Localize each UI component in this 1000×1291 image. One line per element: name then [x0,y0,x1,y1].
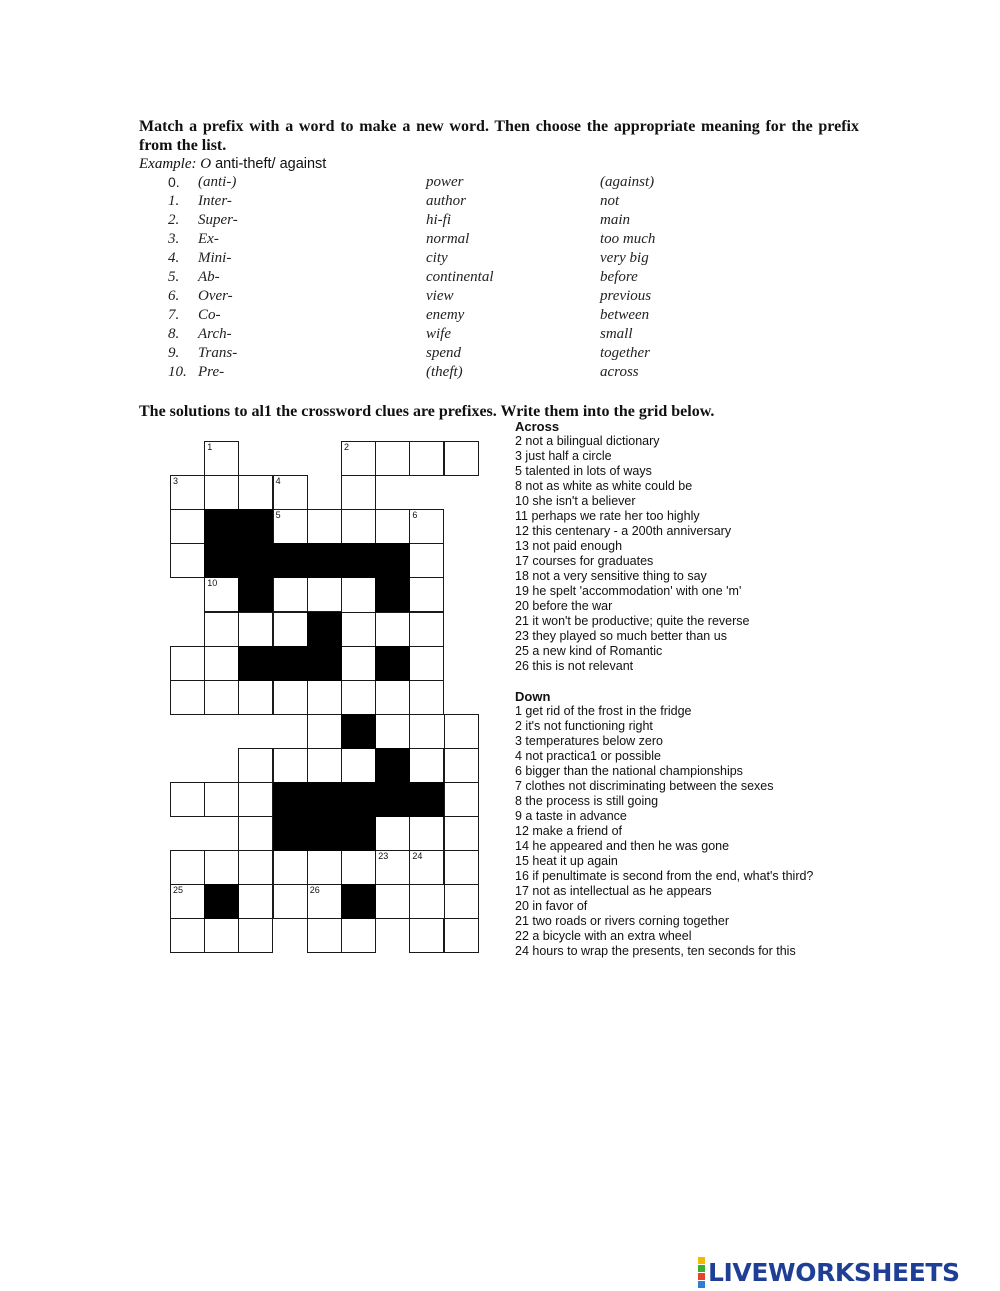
row-prefix: Trans- [198,345,238,361]
grid-cell[interactable] [307,714,342,749]
across-clue: 21 it won't be productive; quite the reverse [515,614,750,628]
clue-number: 3 [173,476,179,487]
grid-cell[interactable] [444,918,479,953]
grid-cell[interactable] [341,612,376,647]
grid-cell[interactable] [170,543,205,578]
grid-cell[interactable] [444,816,479,851]
black-cell [375,646,410,681]
black-cell [238,646,273,681]
grid-cell[interactable] [375,680,410,715]
matching-row [0,231,1000,250]
across-clue: 12 this centenary - a 200th anniversary [515,524,732,538]
grid-cell[interactable] [375,714,410,749]
row-number: 1. [168,193,180,209]
row-prefix: Ex- [198,231,219,247]
black-cell [273,816,308,851]
black-cell [341,884,376,919]
grid-cell[interactable] [238,884,273,919]
clue-number: 1 [207,442,213,452]
grid-cell[interactable] [341,748,376,783]
matching-row [0,193,1000,212]
row-number: 10. [168,364,187,380]
grid-cell[interactable] [444,441,479,476]
black-cell [307,646,342,681]
grid-cell[interactable] [409,441,444,476]
clue-number: 10 [207,578,218,589]
black-cell [307,782,342,817]
grid-cell[interactable] [307,918,342,953]
grid-cell[interactable] [238,475,273,510]
row-meaning: between [600,307,650,323]
row-meaning: main [600,212,630,228]
grid-cell[interactable] [273,850,308,885]
clue-number: 4 [275,476,281,487]
clue-number: 26 [309,885,320,896]
black-cell [204,509,239,544]
down-clue: 20 in favor of [515,899,588,913]
down-clue: 7 clothes not discriminating between the sexes [515,779,774,793]
row-meaning: (against) [600,174,655,190]
down-clue: 21 two roads or rivers corning together [515,914,729,928]
grid-cell[interactable] [204,441,239,476]
grid-cell[interactable] [170,509,205,544]
across-clue: 2 not a bilingual dictionary [515,434,660,448]
down-clue: 14 he appeared and then he was gone [515,839,730,853]
down-heading: Down [515,689,551,704]
grid-cell[interactable] [238,816,273,851]
row-prefix: Arch- [198,326,232,342]
clues-panel [515,419,845,959]
row-prefix: Over- [198,288,233,304]
matching-row [0,307,1000,326]
black-cell [341,816,376,851]
matching-row [0,269,1000,288]
grid-cell[interactable] [204,918,239,953]
example-label: Example: O [139,156,212,172]
grid-cell[interactable] [341,646,376,681]
row-meaning: too much [600,231,656,247]
grid-cell[interactable] [307,748,342,783]
down-clue: 17 not as intellectual as he appears [515,884,712,898]
matching-row [0,326,1000,345]
grid-cell[interactable] [238,782,273,817]
across-clue: 26 this is not relevant [515,659,634,673]
grid-cell[interactable] [341,850,376,885]
grid-cell[interactable] [409,577,444,612]
down-clue: 3 temperatures below zero [515,734,663,748]
clue-number: 6 [412,510,418,521]
grid-cell[interactable] [341,509,376,544]
grid-cell[interactable] [409,646,444,681]
down-clue: 16 if penultimate is second from the end, what's third? [515,869,814,883]
grid-cell[interactable] [375,612,410,647]
row-prefix: (anti-) [198,174,237,190]
row-word: power [426,174,464,190]
row-prefix: Inter- [198,193,232,209]
row-word: hi-fi [426,212,451,228]
black-cell [307,543,342,578]
example-line [139,156,326,173]
grid-cell[interactable] [170,918,205,953]
grid-cell[interactable] [238,612,273,647]
down-clue: 2 it's not functioning right [515,719,653,733]
row-word: continental [426,269,494,285]
black-cell [238,543,273,578]
across-clue: 18 not a very sensitive thing to say [515,569,707,583]
grid-cell[interactable] [444,748,479,783]
black-cell [204,543,239,578]
row-meaning: not [600,193,620,209]
black-cell [307,816,342,851]
grid-cell[interactable] [444,850,479,885]
row-prefix: Super- [198,212,238,228]
grid-cell[interactable] [341,475,376,510]
row-prefix: Mini- [198,250,232,266]
row-number: 5. [168,269,180,285]
row-number: 9. [168,345,180,361]
match-instructions: Match a prefix with a word to make a new word. Then choose the appropriate meaning for the prefix from the list. [139,118,859,154]
grid-cell[interactable] [238,850,273,885]
across-clue: 13 not paid enough [515,539,623,553]
black-cell [273,543,308,578]
across-heading: Across [515,419,560,434]
black-cell [375,543,410,578]
grid-cell[interactable] [170,782,205,817]
black-cell [204,884,239,919]
clue-number: 2 [344,442,350,452]
grid-cell[interactable] [409,850,444,885]
grid-cell[interactable] [204,577,239,612]
grid-cell[interactable] [204,850,239,885]
grid-cell[interactable] [273,475,308,510]
across-clue: 8 not as white as white could be [515,479,693,493]
logo-text: LIVEWORKSHEETS [708,1257,960,1287]
row-word: spend [426,345,461,361]
row-number: 6. [168,288,180,304]
grid-cell[interactable] [375,884,410,919]
down-clue: 1 get rid of the frost in the fridge [515,704,692,718]
black-cell [341,782,376,817]
black-cell [375,782,410,817]
grid-cell[interactable] [238,748,273,783]
across-clue: 20 before the war [515,599,613,613]
grid-cell[interactable] [341,441,376,476]
grid-cell[interactable] [273,680,308,715]
down-clue: 24 hours to wrap the presents, ten seconds for this [515,944,796,958]
row-number: 3. [168,231,180,247]
grid-cell[interactable] [341,918,376,953]
row-number: 4. [168,250,180,266]
grid-cell[interactable] [238,680,273,715]
row-number: 8. [168,326,180,342]
black-cell [238,577,273,612]
grid-cell[interactable] [409,612,444,647]
black-cell [341,543,376,578]
grid-cell[interactable] [307,884,342,919]
matching-row [0,174,1000,193]
across-clue: 10 she isn't a believer [515,494,636,508]
matching-row [0,212,1000,231]
down-clue: 9 a taste in advance [515,809,627,823]
black-cell [238,509,273,544]
grid-cell[interactable] [307,509,342,544]
clue-number: 23 [378,851,389,862]
down-clue: 6 bigger than the national championships [515,764,743,778]
matching-row [0,288,1000,307]
row-word: wife [426,326,451,342]
down-clue: 12 make a friend of [515,824,623,838]
grid-cell[interactable] [409,748,444,783]
row-prefix: Pre- [198,364,225,380]
grid-cell[interactable] [307,850,342,885]
grid-cell[interactable] [170,884,205,919]
black-cell [307,612,342,647]
across-clue: 3 just half a circle [515,449,612,463]
grid-cell[interactable] [204,782,239,817]
matching-row [0,364,1000,383]
across-clue: 5 talented in lots of ways [515,464,652,478]
grid-cell[interactable] [170,475,205,510]
row-word: view [426,288,454,304]
crossword-instructions: The solutions to al1 the crossword clues are prefixes. Write them into the grid below. [139,403,715,420]
row-meaning: previous [600,288,652,304]
clue-number: 5 [275,510,281,521]
black-cell [341,714,376,749]
black-cell [273,646,308,681]
logo-mark-icon [698,1257,705,1288]
row-meaning: small [600,326,633,342]
liveworksheets-logo [698,1256,960,1288]
grid-cell[interactable] [204,646,239,681]
grid-cell[interactable] [375,509,410,544]
black-cell [375,577,410,612]
black-cell [375,748,410,783]
grid-cell[interactable] [170,680,205,715]
across-clue: 19 he spelt 'accommodation' with one 'm' [515,584,742,598]
grid-cell[interactable] [444,782,479,817]
row-word: enemy [426,307,465,323]
row-word: normal [426,231,470,247]
grid-cell[interactable] [273,577,308,612]
row-number: 2. [168,212,180,228]
across-clue: 23 they played so much better than us [515,629,727,643]
row-word: (theft) [426,364,463,380]
grid-cell[interactable] [409,816,444,851]
across-clue: 11 perhaps we rate her too highly [515,509,700,523]
grid-cell[interactable] [307,577,342,612]
row-meaning: before [600,269,638,285]
clue-number: 25 [173,885,184,896]
grid-cell[interactable] [341,680,376,715]
grid-cell[interactable] [375,816,410,851]
grid-cell[interactable] [273,748,308,783]
grid-cell[interactable] [170,850,205,885]
grid-cell[interactable] [409,543,444,578]
row-prefix: Ab- [198,269,220,285]
grid-cell[interactable] [238,918,273,953]
black-cell [409,782,444,817]
grid-cell[interactable] [444,884,479,919]
grid-cell[interactable] [375,850,410,885]
row-number: 0. [168,174,180,190]
down-clue: 22 a bicycle with an extra wheel [515,929,692,943]
black-cell [273,782,308,817]
example-text: anti-theft/ against [215,156,327,172]
grid-cell[interactable] [204,680,239,715]
down-clue: 15 heat it up again [515,854,618,868]
down-clue: 4 not practica1 or possible [515,749,661,763]
grid-cell[interactable] [375,441,410,476]
grid-cell[interactable] [204,612,239,647]
grid-cell[interactable] [204,475,239,510]
grid-cell[interactable] [444,714,479,749]
across-clue: 25 a new kind of Romantic [515,644,663,658]
grid-cell[interactable] [409,918,444,953]
grid-cell[interactable] [273,612,308,647]
grid-cell[interactable] [409,680,444,715]
across-clue: 17 courses for graduates [515,554,654,568]
clue-number: 24 [412,851,423,862]
row-meaning: very big [600,250,649,266]
row-word: city [426,250,448,266]
grid-cell[interactable] [170,646,205,681]
row-meaning: across [600,364,639,380]
matching-row [0,250,1000,269]
down-clue: 8 the process is still going [515,794,659,808]
grid-cell[interactable] [273,509,308,544]
row-number: 7. [168,307,180,323]
grid-cell[interactable] [307,680,342,715]
row-prefix: Co- [198,307,221,323]
grid-cell[interactable] [273,884,308,919]
row-word: author [426,193,467,209]
row-meaning: together [600,345,650,361]
grid-cell[interactable] [409,509,444,544]
matching-row [0,345,1000,364]
